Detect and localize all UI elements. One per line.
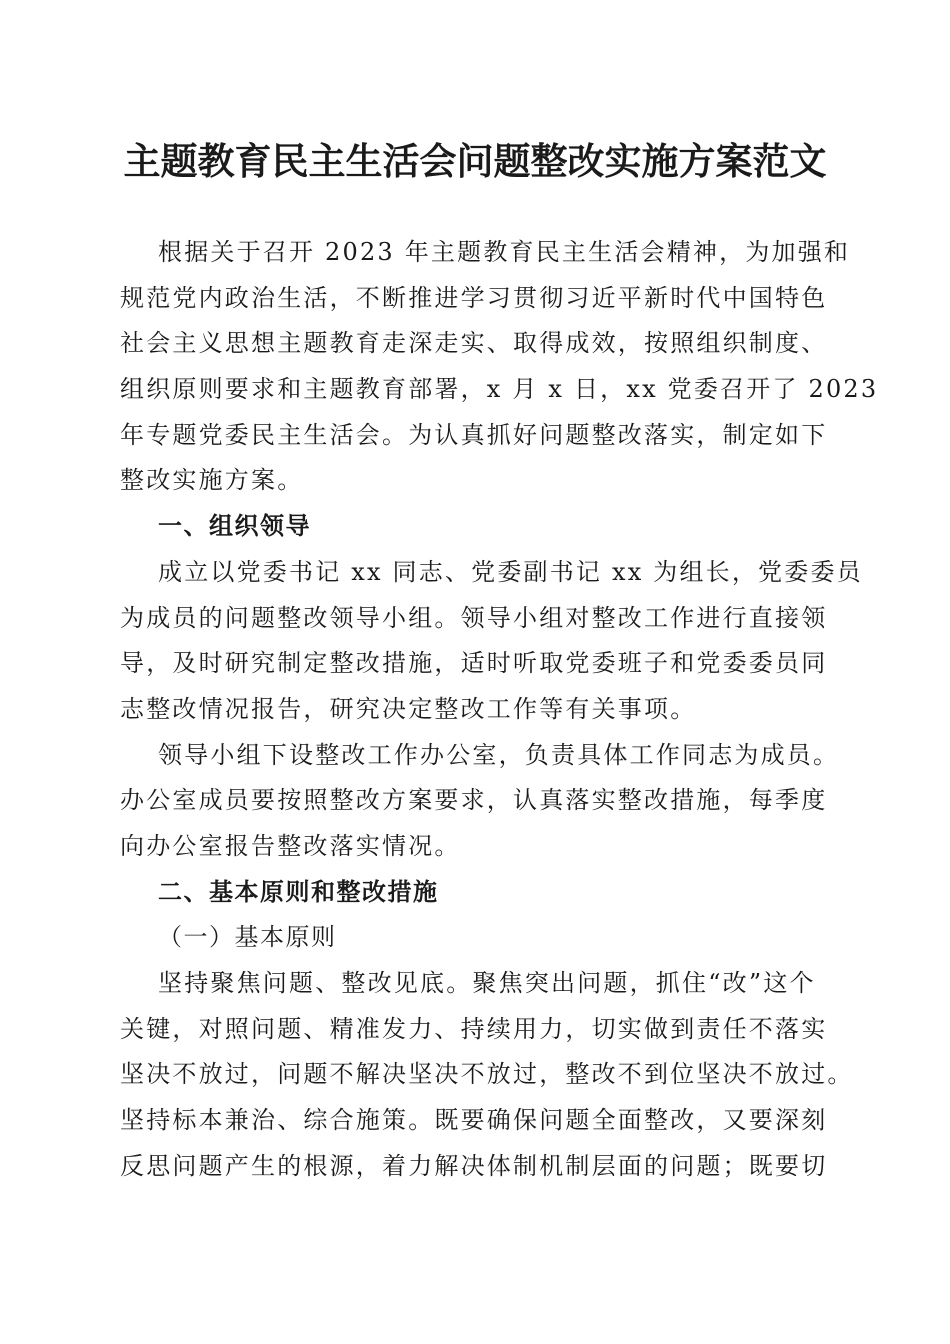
document-body [120, 230, 879, 1189]
paragraph-line: 组织原则要求和主题教育部署，x 月 x 日，xx 党委召开了 2023 [120, 375, 879, 404]
paragraph-line: 导，及时研究制定整改措施，适时听取党委班子和党委委员同 [120, 649, 828, 678]
paragraph-line: 关键，对照问题、精准发力、持续用力，切实做到责任不落实 [120, 1014, 828, 1043]
paragraph-line: 整改实施方案。 [120, 466, 304, 495]
paragraph-line: 为成员的问题整改领导小组。领导小组对整改工作进行直接领 [120, 603, 828, 632]
paragraph-line: 反思问题产生的根源，着力解决体制机制层面的问题；既要切 [120, 1151, 828, 1180]
document-title: 主题教育民主生活会问题整改实施方案范文 [123, 139, 827, 183]
paragraph-line: 坚决不放过，问题不解决坚决不放过，整改不到位坚决不放过。 [120, 1060, 854, 1089]
section-heading: 一、组织领导 [158, 512, 311, 541]
paragraph-line: 向办公室报告整改落实情况。 [120, 831, 461, 860]
paragraph-line: 社会主义思想主题教育走深走实、取得成效，按照组织制度、 [120, 329, 828, 358]
section-heading: 二、基本原则和整改措施 [158, 877, 439, 906]
paragraph-line: 年专题党委民主生活会。为认真抓好问题整改落实，制定如下 [120, 420, 828, 449]
paragraph-line: 坚持聚焦问题、整改见底。聚焦突出问题，抓住“改”这个 [158, 969, 816, 997]
paragraph-line: 办公室成员要按照整改方案要求，认真落实整改措施，每季度 [120, 786, 828, 815]
paragraph-line: 成立以党委书记 xx 同志、党委副书记 xx 为组长，党委委员 [158, 557, 863, 586]
subsection-heading: （一）基本原则 [158, 923, 337, 952]
paragraph-line: 志整改情况报告，研究决定整改工作等有关事项。 [120, 694, 697, 723]
paragraph-line: 坚持标本兼治、综合施策。既要确保问题全面整改，又要深刻 [120, 1106, 828, 1135]
paragraph-line: 领导小组下设整改工作办公室，负责具体工作同志为成员。 [158, 740, 840, 769]
paragraph-line: 规范党内政治生活，不断推进学习贯彻习近平新时代中国特色 [120, 283, 828, 312]
paragraph-line: 根据关于召开 2023 年主题教育民主生活会精神，为加强和 [158, 238, 851, 266]
